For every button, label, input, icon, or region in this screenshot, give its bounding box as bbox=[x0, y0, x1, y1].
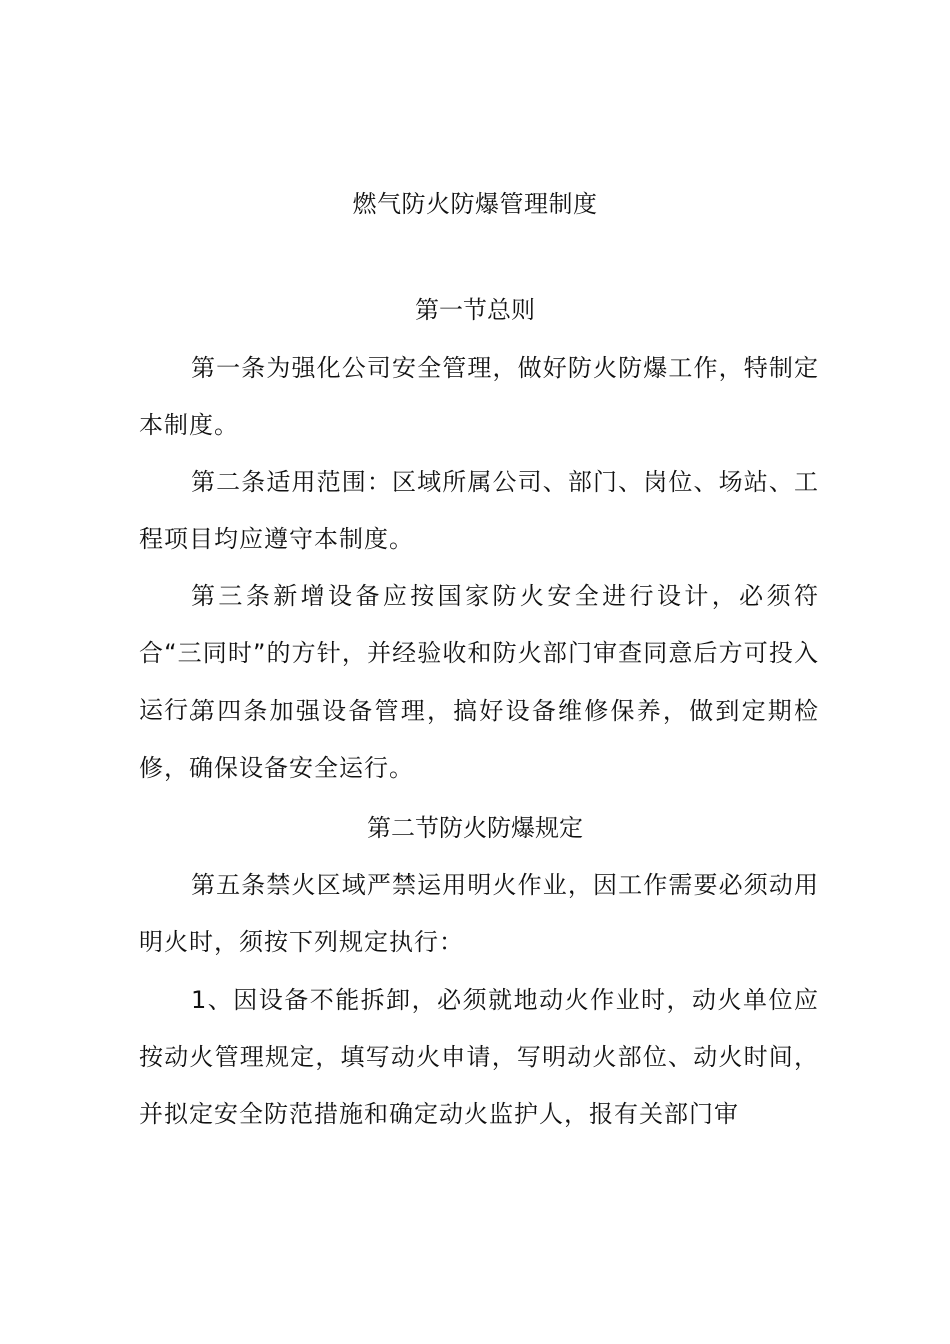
section-heading-1: 第一节总则 bbox=[415, 296, 535, 324]
article-5-item-1: 1、因设备不能拆卸，必须就地动火作业时，动火单位应按动火管理规定，填写动火申请，写明动火部位、动火时间，并拟定安全防范措施和确定动火监护人，报有关部门审 bbox=[139, 986, 819, 1128]
article-3: 第三条新增设备应按国家防火安全进行设计，必须符合“三同时”的方针，并经验收和防火部门审查同意后方可投入运行。 bbox=[139, 582, 819, 724]
article-4: 第四条加强设备管理，搞好设备维修保养，做到定期检修，确保设备安全运行。 bbox=[139, 697, 819, 782]
article-1: 第一条为强化公司安全管理，做好防火防爆工作，特制定本制度。 bbox=[139, 354, 819, 439]
document-title: 燃气防火防爆管理制度 bbox=[352, 190, 598, 218]
article-2: 第二条适用范围：区域所属公司、部门、岗位、场站、工程项目均应遵守本制度。 bbox=[139, 468, 819, 553]
article-5: 第五条禁火区域严禁运用明火作业，因工作需要必须动用明火时，须按下列规定执行： bbox=[139, 871, 819, 956]
section-heading-2: 第二节防火防爆规定 bbox=[367, 814, 583, 842]
